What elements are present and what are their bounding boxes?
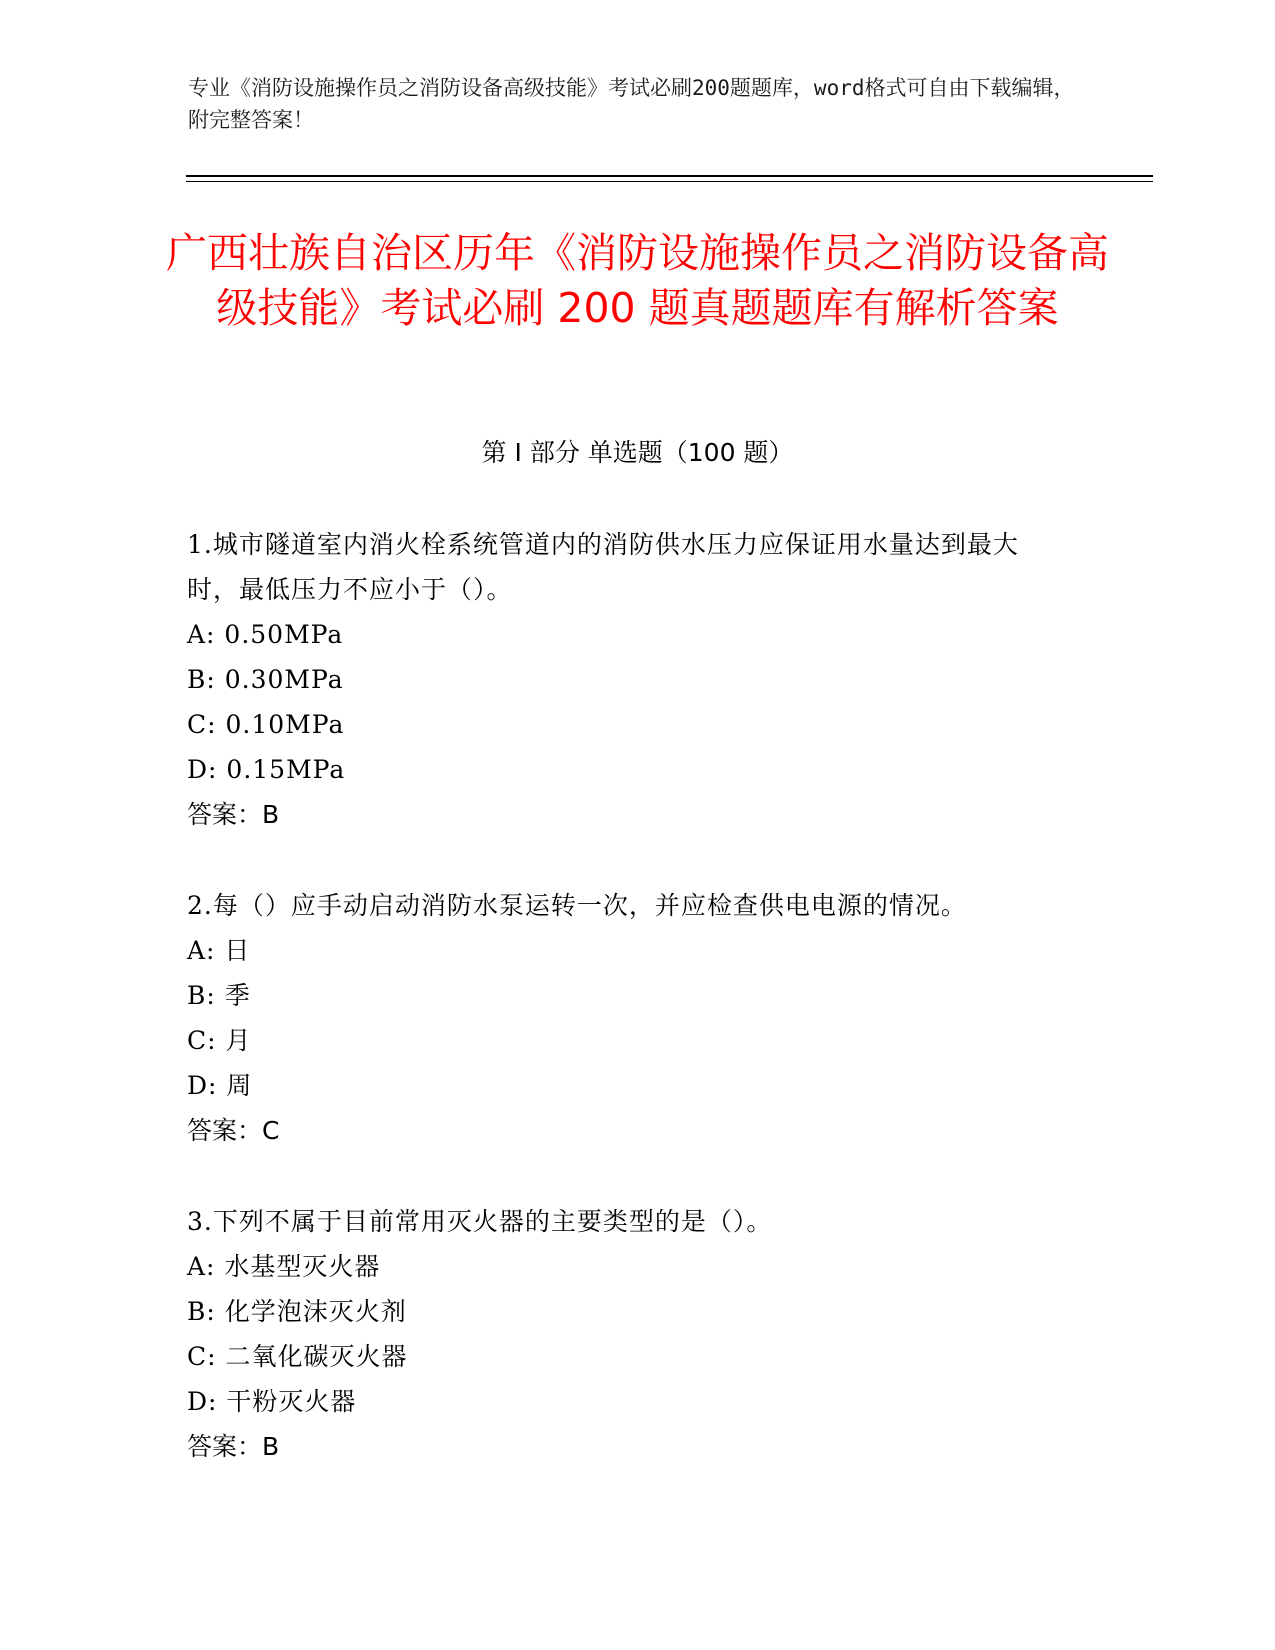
question-list [187,522,1067,1515]
question-stem: 3.下列不属于目前常用灭火器的主要类型的是（）。 [187,1207,773,1236]
question-option-a: A: 水基型灭火器 [187,1252,381,1281]
question-option-c: C: 二氧化碳灭火器 [187,1342,408,1371]
question-option-d: D: 干粉灭火器 [187,1387,357,1416]
question-stem: 1.城市隧道室内消火栓系统管道内的消防供水压力应保证用水量达到最大时，最低压力不应小于（）。 [187,530,1019,604]
question-answer: 答案：C [187,1116,280,1145]
document-title: 广西壮族自治区历年《消防设施操作员之消防设备高级技能》考试必刷 200 题真题题库有解析答案 [166,229,1109,332]
header-divider-thin [186,181,1153,182]
question-option-b: B: 化学泡沫灭火剂 [187,1297,407,1326]
question-item [187,1199,1067,1469]
question-item [187,883,1067,1153]
header-note: 专业《消防设施操作员之消防设备高级技能》考试必刷200题题库，word格式可自由下载编辑，附完整答案！ [188,76,1075,132]
question-item [187,522,1067,837]
question-option-c: C: 0.10MPa [187,710,345,739]
question-answer: 答案：B [187,800,280,829]
question-option-b: B: 季 [187,981,251,1010]
question-option-d: D: 周 [187,1071,253,1100]
question-stem: 2.每（）应手动启动消防水泵运转一次，并应检查供电电源的情况。 [187,891,967,920]
question-option-d: D: 0.15MPa [187,755,346,784]
section-heading: 第 I 部分 单选题（100 题） [481,438,794,467]
question-option-c: C: 月 [187,1026,252,1055]
question-option-a: A: 日 [187,936,251,965]
question-option-a: A: 0.50MPa [187,620,344,649]
header-divider-thick [186,175,1153,177]
question-option-b: B: 0.30MPa [187,665,344,694]
question-answer: 答案：B [187,1432,280,1461]
